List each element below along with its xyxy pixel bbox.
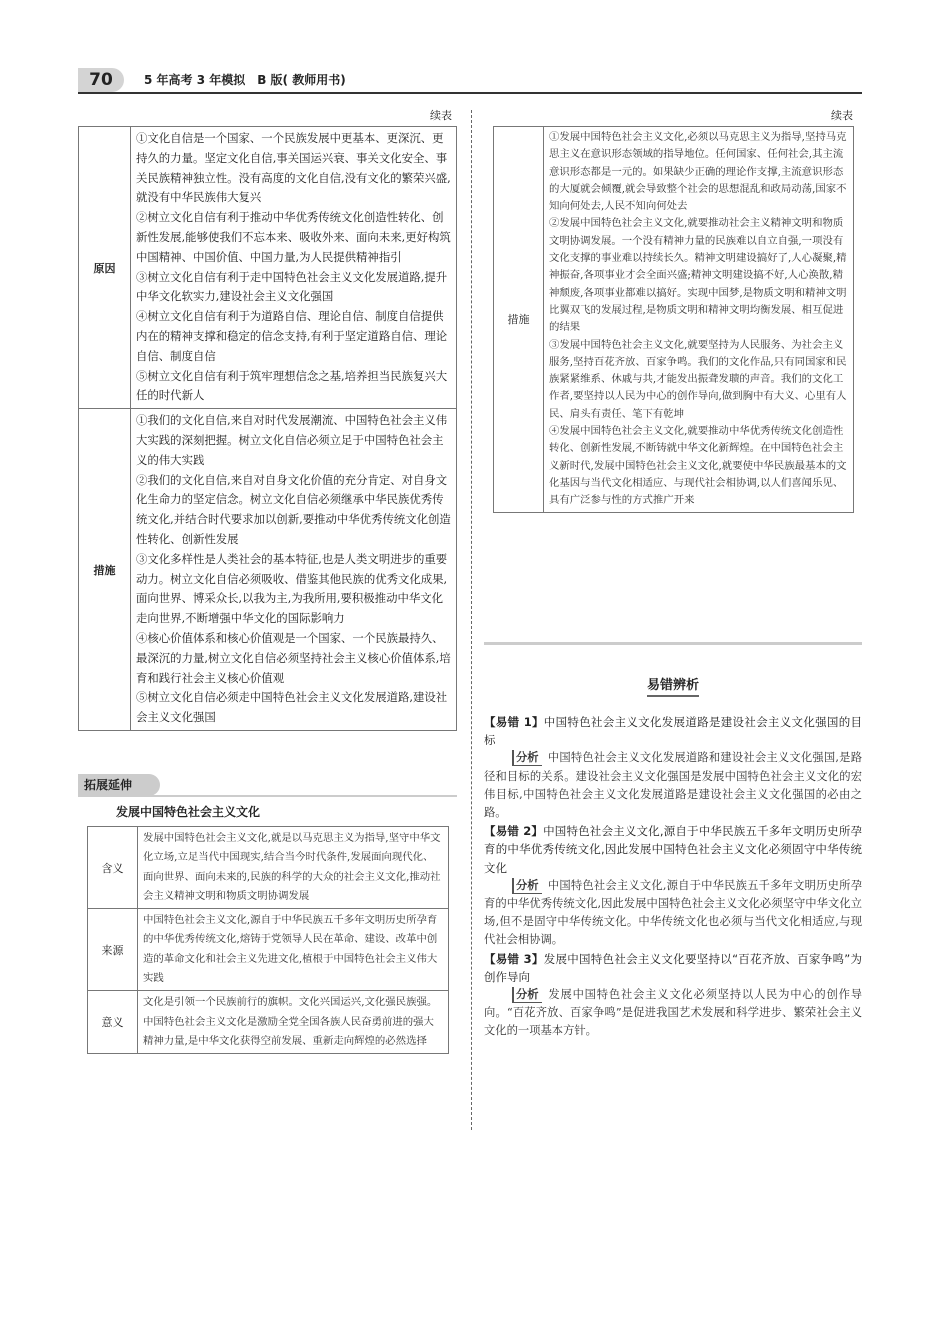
row-label-measures: 措施 [79,409,131,731]
meaning-cell: 发展中国特色社会主义文化,就是以马克思主义为指导,坚守中华文化立场,立足当代中国现实,结合当今时代条件,发展面向现代化、面向世界、面向未来的,民族的科学的大众的社会主义文化,推动社会主义精神文明和物质文明协调发展 [138,827,449,909]
table-row [88,909,449,991]
table-row [88,827,449,909]
header-rule [78,92,862,94]
expand-tag: 拓展延伸 [78,774,160,796]
list-item: ③文化多样性是人类社会的基本特征,也是人类文明进步的重要动力。树立文化自信必须吸收、借鉴其他民族的优秀文化成果,面向世界、博采众长,以我为主,为我所用,要积极推动中华文化走向世界,不断增强中华文化的国际影响力 [136,551,448,626]
error-statement: 【易错 3】发展中国特色社会主义文化要坚持以“百花齐放、百家争鸣”为创作导向 [484,951,863,984]
row-label-significance: 意义 [88,991,138,1054]
error-statement: 【易错 1】中国特色社会主义文化发展道路是建设社会主义文化强国的目标 [484,715,862,748]
error-analysis [484,749,862,822]
error-text: 发展中国特色社会主义文化要坚持以“百花齐放、百家争鸣”为创作导向 [484,951,863,984]
list-item: ⑤树立文化自信必须走中国特色社会主义文化发展道路,建设社会主义文化强国 [136,690,448,725]
row-label-reason: 原因 [79,127,131,409]
list-item: ②我们的文化自信,来自对自身文化价值的充分肯定、对自身文化生命力的坚定信念。树立文化自信必须继承中华民族优秀传统文化,并结合时代要求加以创新,要推动中华优秀传统文化创造性转化、创新性发展 [136,472,451,546]
list-item: ④发展中国特色社会主义文化,就要推动中华优秀传统文化创造性转化、创新性发展,不断铸就中华文化新辉煌。在中国特色社会主义新时代,发展中国特色社会主义文化,就要使中华民族最基本的文化基因与当代文化相适应、与现代社会相协调,以人们喜闻乐见、具有广泛参与性的方式推广开来 [549,425,847,507]
list-item: ④核心价值体系和核心价值观是一个国家、一个民族最持久、最深沉的力量,树立文化自信必须坚持社会主义核心价值体系,培育和践行社会主义核心价值观 [136,630,451,685]
errors-title-text: 易错辨析 [647,678,699,697]
table-row [494,127,854,513]
analysis-label: 分析 [512,878,542,894]
continued-label-right: 续表 [831,109,853,122]
table-row [88,991,449,1054]
error-statement: 【易错 2】中国特色社会主义文化,源自于中华民族五千多年文明历史所孕育的中华优秀传统文化,因此发展中国特色社会主义文化必须固守中华传统文化 [484,824,863,875]
table-row [79,127,457,409]
list-item: ①发展中国特色社会主义文化,必须以马克思主义为指导,坚持马克思主义在意识形态领域的指导地位。任何国家、任何社会,其主流意识形态都是一元的。如果缺少正确的理论作支撑,主流意识形态的大厦就会倾覆,就会导致整个社会的思想混乱和政局动荡,国家不知向何处去,人民不知向何处去 [549,131,847,213]
develop-measures-cell [544,127,854,513]
list-item: ③发展中国特色社会主义文化,就要坚持为人民服务、为社会主义服务,坚持百花齐放、百家争鸣。我们的文化作品,只有同国家和民族紧紧维系、休戚与共,才能发出振聋发聩的声音。我们的文化工作者,要坚持以人民为中心的创作导向,做到胸中有大义、心里有人民、肩头有责任、笔下有乾坤 [549,338,847,420]
continued-label-left: 续表 [430,109,452,122]
expand-title: 发展中国特色社会主义文化 [116,805,261,819]
errors-title [484,677,862,695]
measures-cell [131,409,457,731]
error-tag: 易错 2 [495,824,532,839]
error-tag: 易错 3 [495,951,532,966]
error-text: 中国特色社会主义文化发展道路是建设社会主义文化强国的目标 [484,715,862,748]
book-title: 5 年高考 3 年模拟 B 版( 教师用书) [144,73,346,87]
significance-cell: 文化是引领一个民族前行的旗帜。文化兴国运兴,文化强民族强。中国特色社会主义文化是激励全党全国各族人民奋勇前进的强大精神力量,是中华文化获得空前发展、重新走向辉煌的必然选择 [138,991,449,1054]
expand-rule [78,795,457,797]
errors-body [484,713,862,1041]
analysis-label: 分析 [512,750,542,766]
row-label-measures-right: 措施 [494,127,544,513]
error-analysis [484,986,862,1041]
expand-section-bar [78,774,457,796]
table-row [79,409,457,731]
source-cell: 中国特色社会主义文化,源自于中华民族五千多年文明历史所孕育的中华优秀传统文化,熔铸于党领导人民在革命、建设、改革中创造的革命文化和社会主义先进文化,植根于中国特色社会主义伟大实践 [138,909,449,991]
column-divider [471,110,472,1130]
develop-measures-table [493,126,854,513]
errors-section-rule [484,642,862,645]
error-tag: 易错 1 [495,715,532,729]
list-item: ②树立文化自信有利于推动中华优秀传统文化创造性转化、创新性发展,能够使我们不忘本来、吸收外来、面向未来,更好构筑中国精神、中国价值、中国力量,为人民提供精神指引 [136,210,451,264]
list-item: ③树立文化自信有利于走中国特色社会主义文化发展道路,提升中华文化软实力,建设社会主义文化强国 [136,269,448,304]
error-text: 中国特色社会主义文化,源自于中华民族五千多年文明历史所孕育的中华优秀传统文化,因此发展中国特色社会主义文化必须固守中华传统文化 [484,824,863,875]
analysis-text: 中国特色社会主义文化,源自于中华民族五千多年文明历史所孕育的中华优秀传统文化,因此发展中国特色社会主义文化必须坚守中华文化立场,但不是固守中华传统文化。中华传统文化也必须与当代文化相适应,与现代社会相协调。 [484,878,862,947]
row-label-meaning: 含义 [88,827,138,909]
page-header [78,68,862,92]
error-analysis [484,877,862,950]
expand-table [87,826,449,1054]
list-item: ②发展中国特色社会主义文化,就要推动社会主义精神文明和物质文明协调发展。一个没有精神力量的民族难以自立自强,一项没有文化支撑的事业难以持续长久。精神文明建设搞好了,人心凝聚,精神振奋,各项事业才会全面兴盛;精神文明建设搞不好,人心涣散,精神颓废,各项事业都难以搞好。实现中国梦,是物质文明和精神文明比翼双飞的发展过程,是物质文明和精神文明均衡发展、相互促进的结果 [549,217,847,334]
culture-confidence-table [78,126,457,731]
row-label-source: 来源 [88,909,138,991]
list-item: ④树立文化自信有利于为道路自信、理论自信、制度自信提供内在的精神支撑和稳定的信念支持,有利于坚定道路自信、理论自信、制度自信 [136,309,448,363]
analysis-text: 中国特色社会主义文化发展道路和建设社会主义文化强国,是路径和目标的关系。建设社会主义文化强国是发展中国特色社会主义文化的宏伟目标,中国特色社会主义文化发展道路是建设社会主义文化强国的必由之路。 [484,751,862,820]
reason-cell [131,127,457,409]
page-number: 70 [78,68,124,92]
list-item: ⑤树立文化自信有利于筑牢理想信念之基,培养担当民族复兴大任的时代新人 [136,368,448,403]
analysis-text: 发展中国特色社会主义文化必须坚持以人民为中心的创作导向。“百花齐放、百家争鸣”是促进我国艺术发展和科学进步、繁荣社会主义文化的一项基本方针。 [484,988,862,1038]
list-item: ①我们的文化自信,来自对时代发展潮流、中国特色社会主义伟大实践的深刻把握。树立文化自信必须立足于中国特色社会主义的伟大实践 [136,413,448,467]
list-item: ①文化自信是一个国家、一个民族发展中更基本、更深沉、更持久的力量。坚定文化自信,事关国运兴衰、事关文化安全、事关民族精神独立性。没有高度的文化自信,没有文化的繁荣兴盛,就没有中华民族伟大复兴 [136,131,451,205]
analysis-label: 分析 [512,987,542,1003]
